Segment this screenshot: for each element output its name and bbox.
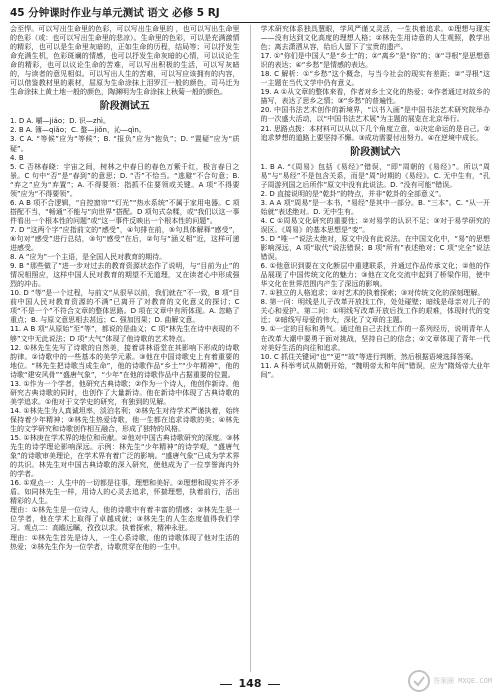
answer-paragraph: 12. ①林先生先写了诗歌的自然美，接着讲林语堂在其影响下形成的诗歌韵律。②诗歌中的一些基本的美学元素。③他在中国诗歌史上有着重要的地位。“林先生把诗歌当成生命”，他的诗歌作品“乡土”“少年精神”，他的诗歌“建安风骨”“盛唐气象”，“少年”在他的诗歌作品中占据重要的位置。: [10, 343, 240, 379]
answer-paragraph: 16. ①观点一：人生中的一切都是往事，理想和美好。②理想和现实并不矛盾。如同林先生一样，用诗人的心灵去追求，怀揣理想，执着前行，活出精彩的人生。: [10, 479, 240, 506]
footer-dash-left: [220, 684, 232, 685]
answer-paragraph: 14. ①林先生为人真诚坦率，淡泊名利；②林先生对待学术严谨执着，始终保持着少年精神；③林先生热爱诗歌，他一生都在追求诗歌的美；④林先生的文学研究和诗歌创作相互融合，形成了独特的风格。: [10, 406, 240, 433]
left-column: [10, 25, 240, 672]
running-header: 45 分钟课时作业与单元测试 语文 必修 5 RJ: [10, 4, 490, 23]
answer-paragraph: 学术研究体系独具慧眼，学风严谨又灵活，一生执着追求。①理想与现实——没有达到文化高度的理想人格；②林先生用诗意的人生观照，教学出色；离去潇洒从容，给后人留下了宝贵的遗产。: [260, 25, 490, 52]
answer-paragraph: 理由：①林先生是一位诗人，他的诗歌中有着丰富的情感；②林先生是一位学者，他在学术上取得了卓越成就；③林先生的人生态度值得我们学习。观点二：高瞻远瞩，孜孜以求。执着探索，精神永驻。: [10, 506, 240, 533]
answer-paragraph: 4. C ①周易文化研究的重要性；②对易学的认识不足；③对于易学研究的误区。《周易》的基本思想是“变”。: [260, 216, 490, 234]
answer-paragraph: 6. ①他意识到要在文化断层中重建联系，并通过作品传承文化；②他的作品展现了中国传统文化的魅力；③他在文化交流中起到了桥梁作用，使中华文化在世界范围内产生了深远的影响。: [260, 262, 490, 289]
answer-paragraph: 21. 思路点拨：本材料可以从以下几个角度立意，①决定命运的是自己。②追求梦想的道路上要坚持不懈。③成功需要付出努力。④在逆境中成长。: [260, 124, 490, 142]
section-heading: 阶段测试五: [99, 101, 150, 113]
watermark-logo-icon: [406, 668, 432, 694]
answer-paragraph: 2. D 直接说明的是“乾卦”的特点，并非“乾卦的全部意义”。: [260, 189, 446, 198]
answer-paragraph: 1. D A. 嚼—jiáo；D. 识—zhì。: [10, 117, 110, 126]
answer-paragraph: 10. C 抓住关键词“也”“更”“故”等进行判断，然后根据语境选择答案。: [260, 352, 478, 361]
answer-paragraph: 5. C 否林春晓：宇宙之间，树林之中春日的春色万紫千红，极言春日之景。C 句中“否”是“春到”的意思；D. “否”不恰当。“逃避”不合句意；B. “弃之”应为“弃置”；A. 不得要领：指抓不住要领或关键。A 项“不得要领”应为“不得要领”。: [10, 162, 240, 198]
page-number: 148: [238, 677, 262, 690]
answer-paragraph: 11. A B 项“从原始”至“等”，都说的是曲义；C 项“林先生在诗中表现的不够”文中无此说法；D 项“大气”体现了他诗歌的艺术特点。: [10, 325, 240, 343]
answer-paragraph: 8. 第一问：明线是儿子改革开放找工作，处处碰壁；暗线是母亲对儿子的关心和爱护。第二问：①明线写改革开放后找工作的艰难，体现时代的变迁；②暗线写母爱的伟大，深化了文章的主题。: [260, 298, 490, 325]
answer-paragraph: 3. A A 项“周易”是一本书，“易经”是其中一部分。B. “三本”。C. “从一开始就”表述绝对。D. 无中生有。: [260, 198, 490, 216]
answer-paragraph: 理由：①林先生首先是诗人，一生心系诗歌，他的诗歌体现了他对生活的热爱；②林先生作为一位学者，诗歌贯穿在他的一生中。: [10, 533, 240, 551]
answer-paragraph: 18. C 解析：①“乡愁”这个概念，与当今社会的现实有差距；②“寻根”这一主题在当代文学中仍有意义。: [260, 70, 490, 88]
answer-paragraph: 10. D “等”是一个过程，与前文“从很早以前，我们就在”不一致，B 项“目前中国人民对教育资源的不满”已离开了对教育的文化意义的探讨；C 项“不是一个”不符合文章的整体思路。D 项在文章中有所体现。A. 忽略了重点；B. 与原文意思相去甚远；C. 强加因果；D. 曲解文意。: [10, 289, 240, 325]
answer-paragraph: 15. ①林庚在学术界的地位和贡献。②他对中国古典诗歌研究的深度。③林先生的诗学理论影响深远。示例：林先生“少年精神”的诗学观，“盛唐气象”的诗歌审美理论，在学术界有着广泛的影响。“盛唐气象”已成为学术界的共识。林先生对中国古典诗歌的深入研究，使他成为了一位享誉海内外的学者。: [10, 434, 240, 479]
answer-paragraph: 11. A 科举考试从隋朝开始，“魏明帝太和年间”错误，应为“隋炀帝大业年间”。: [260, 361, 490, 379]
footer-dash-right: [268, 684, 280, 685]
answer-paragraph: 7. D “这两个字”应指前文的“感受”，④句排在前，⑤句具体解释“感受”，⑥句对“感受”进行总结，③句“感受”在后，②句与“涵义相”近，这样可递进感受。: [10, 225, 240, 253]
right-column: [261, 25, 491, 672]
answer-paragraph: 17. ①“你们是中国人”是“乡土”的；②“离乡”是“你”的；③“寻根”是思想意识的表达；④“乡愁”是情感的表达。: [260, 52, 490, 70]
answer-paragraph: 13. ①作为一个学者，他研究古典诗歌；②作为一个诗人，他创作新诗。他研究古典诗歌的同时，也创作了大量新诗。他在新诗中体现了古典诗歌的美学追求。①他对于文学史的研究，有独到的见解。: [10, 379, 240, 406]
answer-paragraph: 3. C A. “等候”应为“等候”；B. “报负”应为“抱负”；D. “置疑”应为“质疑”。: [10, 135, 240, 153]
column-divider: [250, 25, 251, 672]
two-column-body: [10, 25, 490, 672]
watermark-text: 答案圈 MXQE.COM: [433, 677, 492, 685]
section-heading: 阶段测试六: [350, 146, 401, 158]
answer-paragraph: 9. B “那些做了”进一步对过去的教育资源状态作了说明，与“目前为止”的情况相照应，这样中国人民对教育的期望不无道理，又在读者心中形成强烈的冲击。: [10, 262, 240, 289]
answer-paragraph: 6. A B 项不合逻辑，“自控窗帘”“灯光”“热水系统”不属于家用电器。C 项搭配不当，“畅通”不能与“向世界”搭配。D 项句式杂糅，或“我们以这一事件看出一个根本性的问题”或“这一事件反映出一个根本性的问题”。: [10, 198, 240, 225]
answer-paragraph: 4. B: [10, 153, 24, 162]
answer-paragraph: 9. ①一定的目标和勇气。通过他自己去找工作的一系列经历，说明青年人在改革大潮中要勇于面对挑战，坚持自己的信念；②文章体现了青年一代对美好生活的向往和追求。: [260, 325, 490, 352]
answer-paragraph: 5. D “唯一”说法太绝对，原文中没有此说法。在中国文化中，“易”的思想影响深远，A 项“取代”说法错误；B 项“所有”表述绝对；C 项“完全”说法错误。: [260, 234, 490, 262]
answer-paragraph: 会至悍。可以写出生命里的色彩，可以写出生命里的 ，也可以写出生命里的色彩（或：也可以写出生命里的悲凉）。生命里的色彩，可以是充满激情的精彩，也可以是生命里灰暗的，正如生命的历程，结局等；可以抒发生命充满生机，色彩斑斓的情感，也可以抒发生命灰暗的心情，可以议论生命的精彩，也可以议论生命的苦难，可以写出积极的生活，可以写灰暗的，与读者的意见相似。可以写出人生的苦难，可以写应该拥有的内容，可以借鉴教材里的素材，屈原为生命涂抹上泪罗江一般的颜色，司马迁为生命涂抹上黄土地一般的颜色，陶渊明为生命涂抹上秋菊一般的颜色。: [10, 25, 240, 97]
answer-paragraph: 2. B A. 簿—qiǎo；C. 螯—jiǒn，沁—qìn。: [10, 126, 146, 135]
answer-paragraph: 7. ①独立的人格追求；②对艺术的执着探索；③对传统文化的深刻理解。: [260, 289, 485, 298]
site-watermark: [406, 668, 492, 694]
answer-paragraph: 1. B A. “《周易》包括《易经》”错误，“即”周朝的《易经》”。所以“周易”与“易经”不是包含关系，而是“周”时期的《易经》。C. 无中生有，“孔子周游列国之后所作”原文中没有此说法。D. “没有可能”错误。: [260, 162, 490, 189]
answer-paragraph: 20. 中国书法艺术创作的新境界，“以书入画”是中国书法艺术研究院举办的一次盛大活动，以“中国书法艺术展”为主题的展览在北京举行。: [260, 106, 490, 124]
answer-paragraph: 8. A “应为”一个主语，是全国人民对教育的期待。: [10, 253, 167, 262]
answer-paragraph: 19. A ①从文章的整体来看，作者对乡土文化的热爱；②作者通过对故乡的描写，表达了思乡之情；③“乡愁”的普遍性。: [260, 88, 490, 106]
